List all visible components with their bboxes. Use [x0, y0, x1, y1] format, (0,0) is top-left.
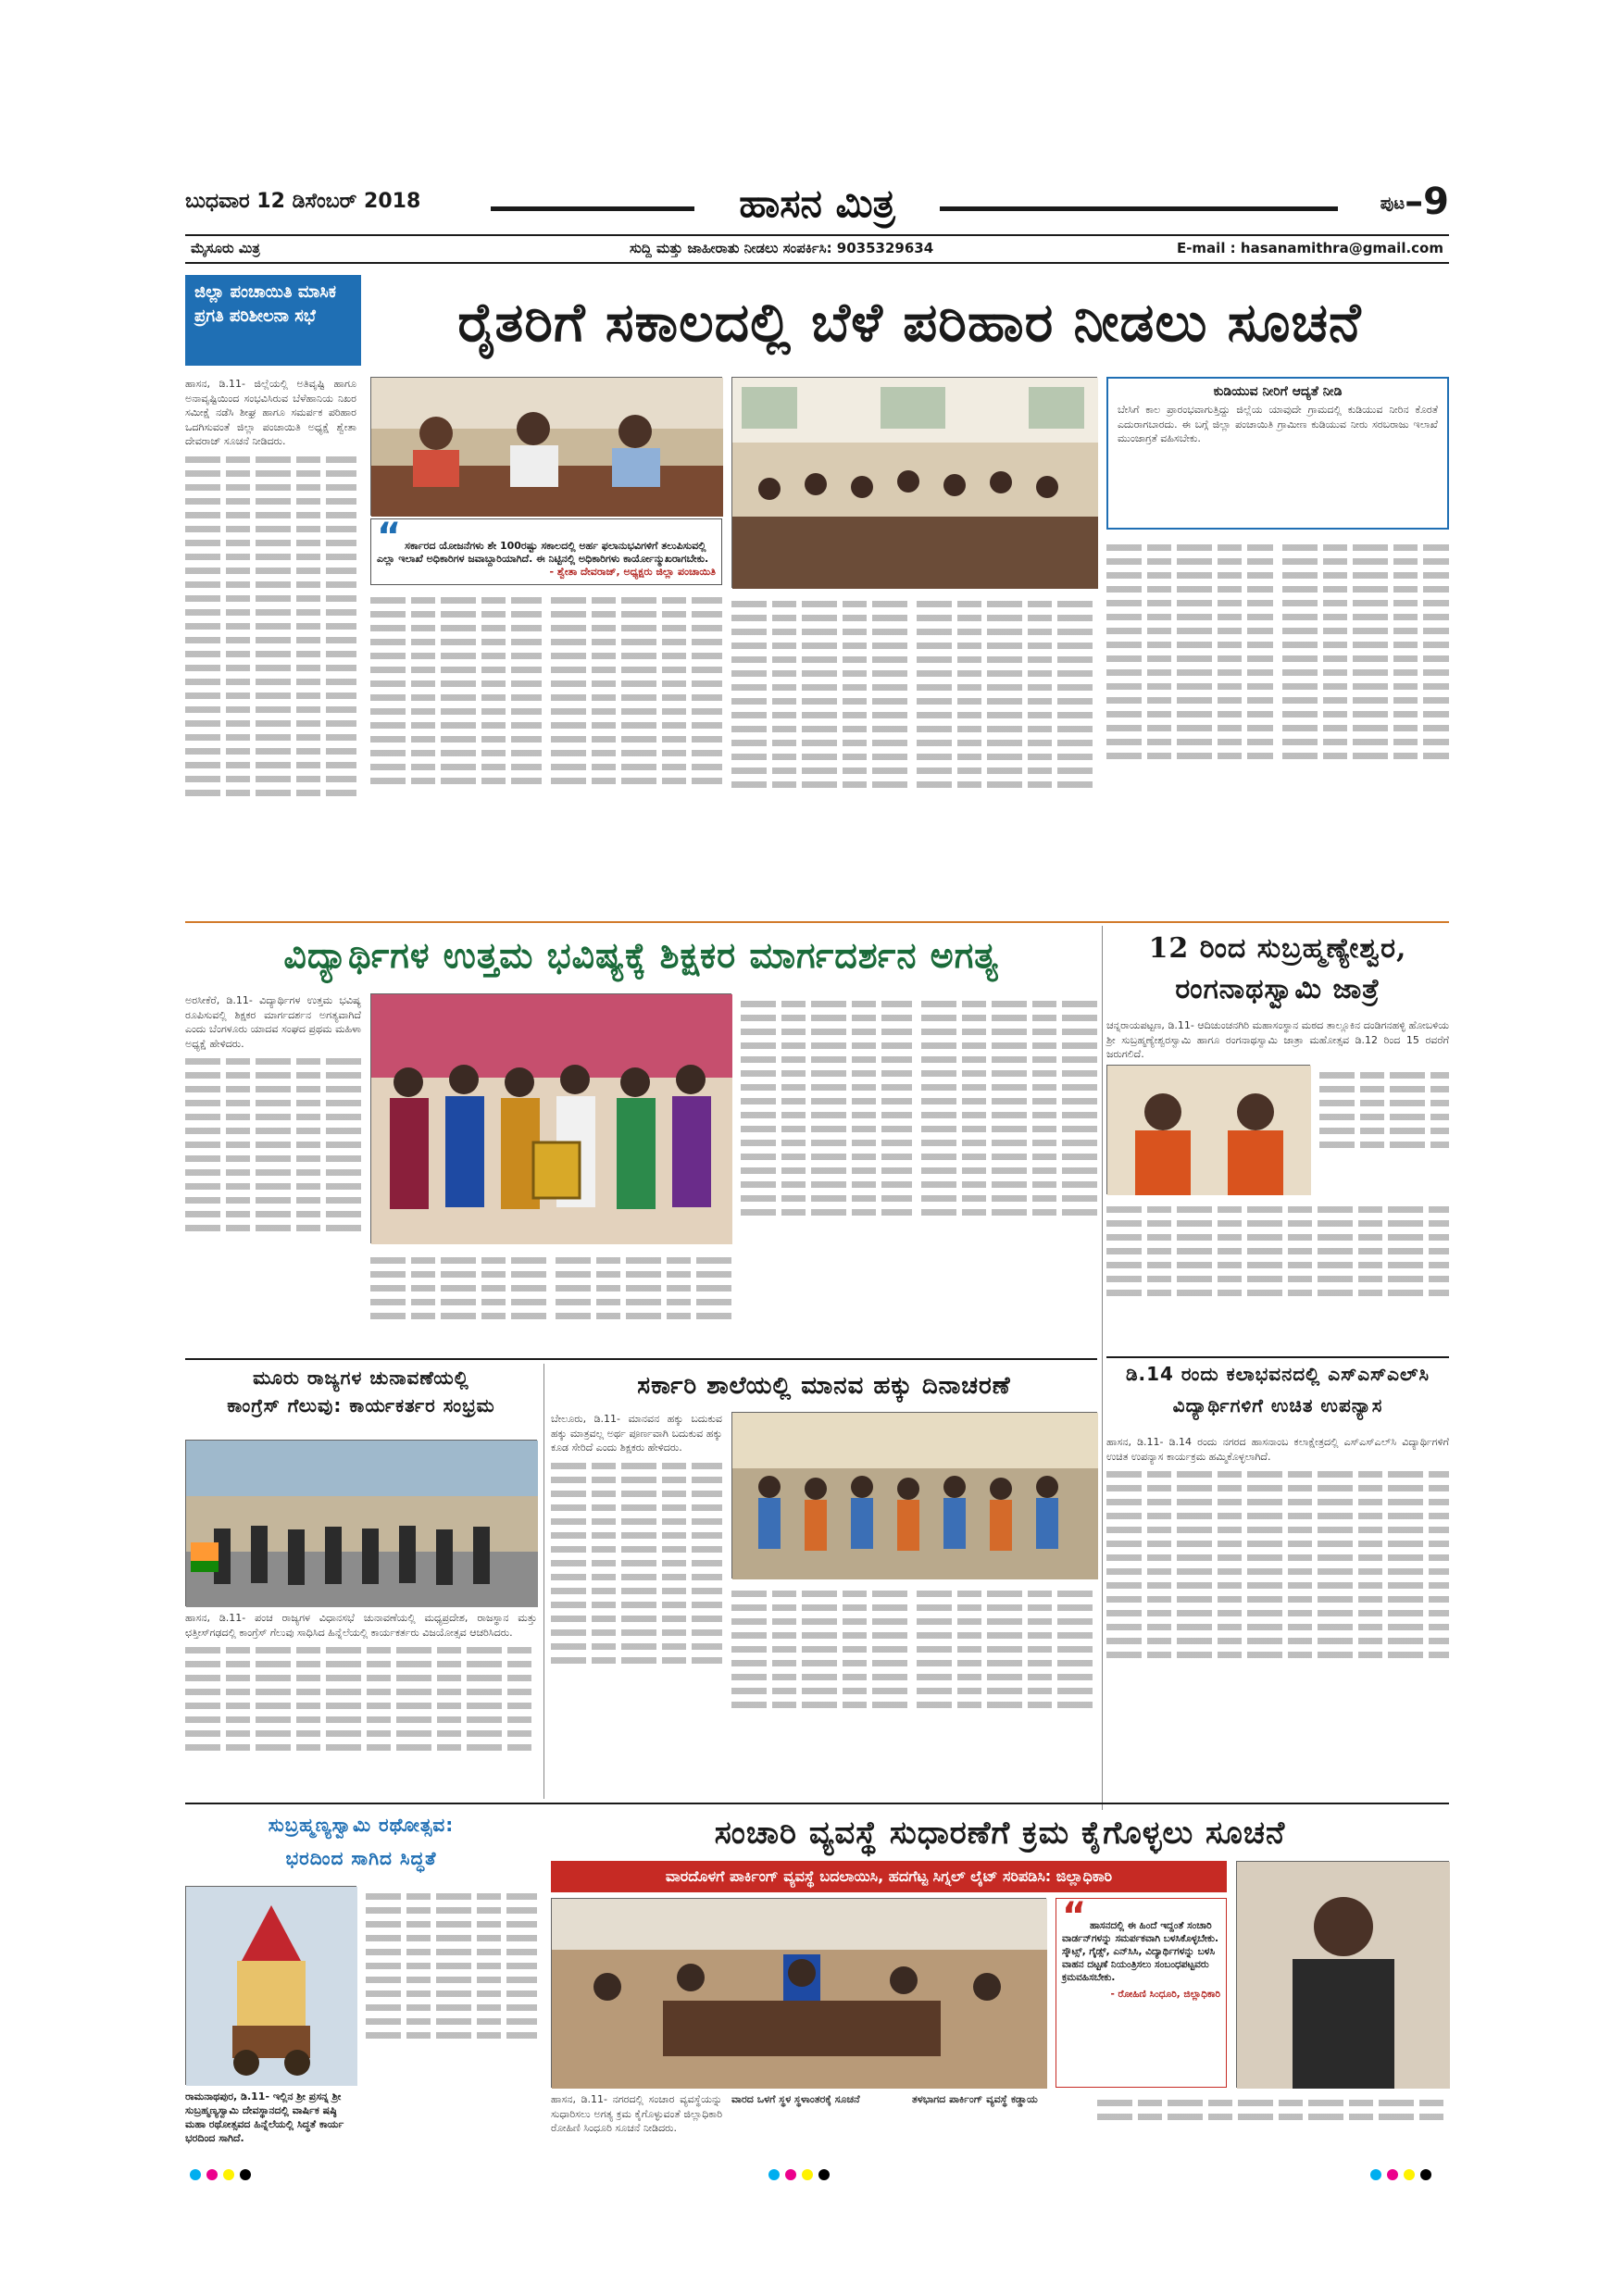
registration-dots-right	[1370, 2166, 1437, 2184]
column-divider-mid	[543, 1364, 544, 1799]
story1-quote: ಸರ್ಕಾರದ ಯೋಜನೆಗಳು ಶೇ 100ರಷ್ಟು ಸಕಾಲದಲ್ಲಿ ಅರ್ಹ ಫಲಾನುಭವಿಗಳಿಗೆ ತಲುಪಿಸುವಲ್ಲಿ ಎಲ್ಲಾ ಇಲಾಖೆ ಅಧಿಕಾರಿಗಳ ಜವಾಬ್ದಾರಿಯಾಗಿದೆ. ಈ ನಿಟ್ಟಿನಲ್ಲಿ ಅಧಿಕಾರಿಗಳು ಕಾರ್ಯೋನ್ಮುಖರಾಗಬೇಕು.	[377, 540, 709, 565]
story4-text	[185, 1611, 537, 1796]
story3-photo-art	[1107, 1066, 1311, 1195]
story4-headline-line1: ಮೂರು ರಾಜ್ಯಗಳ ಚುನಾವಣೆಯಲ್ಲಿ	[253, 1366, 469, 1389]
story1-column-1	[185, 377, 356, 918]
story5-lead: ಬೇಲೂರು, ಡಿ.11- ಮಾನವನ ಹಕ್ಕು ಬದುಕುವ ಹಕ್ಕು ಮಾತ್ರವಲ್ಲ ಅರ್ಥ ಪೂರ್ಣವಾಗಿ ಬದುಕುವ ಹಕ್ಕು ಕೂಡ ಸೇರಿದೆ ಎಂದು ಶಿಕ್ಷಕರು ಹೇಳಿದರು.	[551, 1413, 722, 1454]
story1-column-7	[1282, 537, 1449, 917]
masthead-rule-right	[940, 206, 1338, 211]
story6-text	[1106, 1435, 1449, 1796]
story3-lead: ಚನ್ನರಾಯಪಟ್ಟಣ, ಡಿ.11- ಆದಿಚುಂಚನಗಿರಿ ಮಹಾಸಂಸ್ಥಾನ ಮಠದ ತಾಲ್ಲೂಕಿನ ದಂಡಿಗನಹಳ್ಳಿ ಹೋಬಳಿಯ ಶ್ರೀ ಸುಬ್ರಹ್ಮಣ್ಯೇಶ್ವರಸ್ವಾಮಿ ಹಾಗೂ ರಂಗನಾಥಸ್ವಾಮಿ ಜಾತ್ರಾ ಮಹೋತ್ಸವ ಡಿ.12 ರಿಂದ 15 ರವರೆಗೆ ಜರುಗಲಿದೆ.	[1106, 1019, 1449, 1060]
story2-column-1	[185, 993, 361, 1354]
story6-headline-line2: ವಿದ್ಯಾರ್ಥಿಗಳಿಗೆ ಉಚಿತ ಉಪನ್ಯಾಸ	[1172, 1394, 1383, 1416]
story8-lead: ಹಾಸನ, ಡಿ.11- ನಗರದಲ್ಲಿ ಸಂಚಾರ ವ್ಯವಸ್ಥೆಯನ್ನು ಸುಧಾರಿಸಲು ಅಗತ್ಯ ಕ್ರಮ ಕೈಗೊಳ್ಳುವಂತೆ ಜಿಲ್ಲಾಧಿಕಾರಿ ರೋಹಿಣಿ ಸಿಂಧೂರಿ ಸೂಚನೆ ನೀಡಿದರು.	[551, 2093, 722, 2134]
story1-quote-box	[370, 518, 722, 585]
story7-headline	[185, 1808, 537, 1880]
story2-headline: ವಿದ್ಯಾರ್ಥಿಗಳ ಉತ್ತಮ ಭವಿಷ್ಯಕ್ಕೆ ಶಿಕ್ಷಕರ ಮಾರ್ಗದರ್ಶನ ಅಗತ್ಯ	[283, 935, 999, 976]
story8-inline-heading-1: ವಾರದ ಒಳಗೆ ಸ್ಥಳ ಸ್ಥಳಾಂತರಕ್ಕೆ ಸೂಚನೆ	[731, 2093, 860, 2105]
chariot-art	[186, 1887, 357, 2086]
page-number-block: ಪುಟ–9	[1380, 181, 1449, 223]
story2-column-3	[556, 1250, 731, 1356]
story8-quote-attrib: - ರೋಹಿಣಿ ಸಿಂಧೂರಿ, ಜಿಲ್ಲಾಧಿಕಾರಿ	[1110, 1989, 1220, 2000]
side-box-text: ಬೇಸಿಗೆ ಕಾಲ ಪ್ರಾರಂಭವಾಗುತ್ತಿದ್ದು ಜಿಲ್ಲೆಯ ಯಾವುದೇ ಗ್ರಾಮದಲ್ಲಿ ಕುಡಿಯುವ ನೀರಿನ ಕೊರತೆ ಎದುರಾಗಬಾರದು. ಈ ಬಗ್ಗೆ ಜಿಲ್ಲಾ ಪಂಚಾಯಿತಿ ಗ್ರಾಮೀಣ ಕುಡಿಯುವ ನೀರು ಸರಬರಾಜು ಇಲಾಖೆ ಮುಂಜಾಗ್ರತೆ ವಹಿಸಬೇಕು.	[1118, 404, 1438, 444]
story7-caption: ರಾಮನಾಥಪುರ, ಡಿ.11- ಇಲ್ಲಿನ ಶ್ರೀ ಪ್ರಸನ್ನ ಶ್ರೀ ಸುಬ್ರಹ್ಮಣ್ಯಸ್ವಾಮಿ ದೇವಸ್ಥಾನದಲ್ಲಿ ವಾರ್ಷಿಕ ಷಷ್ಠಿ ಮಹಾ ರಥೋತ್ಸವದ ಹಿನ್ನೆಲೆಯಲ್ಲಿ ಸಿದ್ಧತೆ ಕಾರ್ಯ ಭರದಿಂದ ಸಾಗಿದೆ.	[185, 2090, 344, 2144]
story2-lead: ಅರಸೀಕೆರೆ, ಡಿ.11- ವಿದ್ಯಾರ್ಥಿಗಳ ಉತ್ತಮ ಭವಿಷ್ಯ ರೂಪಿಸುವಲ್ಲಿ ಶಿಕ್ಷಕರ ಮಾರ್ಗದರ್ಶನ ಅಗತ್ಯವಾಗಿದೆ ಎಂದು ಬೆಂಗಳೂರು ಯಾದವ ಸಂಘದ ಪ್ರಥಮ ಮಹಿಳಾ ಅಧ್ಯಕ್ಷೆ ಹೇಳಿದರು.	[185, 994, 361, 1050]
story3-headline-line2: ರಂಗನಾಥಸ್ವಾಮಿ ಜಾತ್ರೆ	[1175, 973, 1380, 1005]
story1-photo-meeting	[370, 377, 722, 516]
story1-column-4	[731, 593, 907, 914]
section-divider-3	[185, 1803, 1449, 1804]
masthead-rule-left	[491, 206, 694, 211]
story1-column-3	[551, 590, 722, 914]
story8-column-end	[1097, 2092, 1449, 2125]
officer-art	[1237, 1862, 1450, 2089]
section-label: ಮೈಸೂರು ಮಿತ್ರ	[191, 240, 260, 256]
paper-name: ಹಾಸನ ಮಿತ್ರ	[739, 181, 895, 226]
story2-column-4	[741, 993, 912, 1354]
page-label: ಪುಟ	[1380, 193, 1405, 214]
story8-photo-art	[552, 1899, 1047, 2089]
subheader-bar	[185, 234, 1449, 264]
story1-photo-art	[371, 378, 723, 517]
section-divider-1	[185, 921, 1449, 923]
story5-photo-art	[732, 1413, 1098, 1579]
story2-column-2	[370, 1250, 546, 1356]
drinking-water-box	[1106, 377, 1449, 530]
email-line: E-mail : hasanamithra@gmail.com	[1176, 240, 1443, 256]
side-box-title: ಕುಡಿಯುವ ನೀರಿಗೆ ಆದ್ಯತೆ ನೀಡಿ	[1213, 384, 1343, 399]
section-divider-2	[185, 1358, 1097, 1360]
story3-headline-line1: 12 ರಿಂದ ಸುಬ್ರಹ್ಮಣ್ಯೇಶ್ವರ,	[1148, 932, 1407, 965]
story1-hall-art	[732, 378, 1098, 589]
story7-headline-line1: ಸುಬ್ರಹ್ಮಣ್ಯಸ್ವಾಮಿ ರಥೋತ್ಸವ:	[268, 1814, 455, 1836]
issue-date: ಬುಧವಾರ 12 ಡಿಸೆಂಬರ್ 2018	[185, 190, 421, 213]
story2-photo-art	[371, 994, 732, 1244]
story6-headline	[1106, 1356, 1449, 1430]
story7-headline-line2: ಭರದಿಂದ ಸಾಗಿದ ಸಿದ್ಧತೆ	[285, 1847, 437, 1869]
story1-lead: ಹಾಸನ, ಡಿ.11- ಜಿಲ್ಲೆಯಲ್ಲಿ ಅತಿವೃಷ್ಟಿ ಹಾಗೂ ಅನಾವೃಷ್ಟಿಯಿಂದ ಸಂಭವಿಸಿರುವ ಬೆಳೆಹಾನಿಯ ನಿಖರ ಸಮೀಕ್ಷೆ ನಡೆಸಿ ಶೀಘ್ರ ಹಾಗೂ ಸಮರ್ಪಕ ಪರಿಹಾರ ಒದಗಿಸುವಂತೆ ಜಿಲ್ಲಾ ಪಂಚಾಯಿತಿ ಅಧ್ಯಕ್ಷೆ ಶ್ವೇತಾ ದೇವರಾಜ್ ಸೂಚನೆ ನೀಡಿದರು.	[185, 378, 356, 447]
story2-photo	[370, 993, 731, 1243]
story4-lead: ಹಾಸನ, ಡಿ.11- ಪಂಚ ರಾಜ್ಯಗಳ ವಿಧಾನಸಭೆ ಚುನಾವಣೆಯಲ್ಲಿ ಮಧ್ಯಪ್ರದೇಶ, ರಾಜಸ್ಥಾನ ಮತ್ತು ಛತ್ತೀಸ್‌ಗಢದಲ್ಲಿ ಕಾಂಗ್ರೆಸ್ ಗೆಲುವು ಸಾಧಿಸಿದ ಹಿನ್ನೆಲೆಯಲ್ಲಿ ಕಾರ್ಯಕರ್ತರು ವಿಜಯೋತ್ಸವ ಆಚರಿಸಿದರು.	[185, 1612, 537, 1639]
story5-photo	[731, 1412, 1097, 1578]
story6-lead: ಹಾಸನ, ಡಿ.11- ಡಿ.14 ರಂದು ನಗರದ ಹಾಸನಾಂಬ ಕಲಾಕ್ಷೇತ್ರದಲ್ಲಿ ಎಸ್‌ಎಸ್‌ಎಲ್‌ಸಿ ವಿದ್ಯಾರ್ಥಿಗಳಿಗೆ ಉಚಿತ ಉಪನ್ಯಾಸ ಕಾರ್ಯಕ್ರಮ ಹಮ್ಮಿಕೊಳ್ಳಲಾಗಿದೆ.	[1106, 1436, 1449, 1463]
story1-quote-attrib: - ಶ್ವೇತಾ ದೇವರಾಜ್, ಅಧ್ಯಕ್ಷರು ಜಿಲ್ಲಾ ಪಂಚಾಯಿತಿ	[549, 566, 716, 578]
story3-headline	[1106, 929, 1449, 1012]
story5-column-1	[551, 1412, 722, 1796]
story6-headline-line1: ಡಿ.14 ರಂದು ಕಲಾಭವನದಲ್ಲಿ ಎಸ್‌ಎಸ್‌ಎಲ್‌ಸಿ	[1125, 1363, 1430, 1385]
story5-column-3	[917, 1583, 1097, 1796]
story8-quote-box	[1056, 1895, 1227, 2088]
story7-column-1	[366, 1886, 537, 2127]
story3-column-1	[1319, 1065, 1449, 1194]
story1-column-2	[370, 590, 542, 914]
registration-dots-center	[768, 2166, 835, 2184]
story8-quote-mark-icon: “	[1062, 1895, 1087, 1938]
story3-column-2	[1106, 1199, 1449, 1352]
quote-mark-icon: “	[377, 516, 402, 558]
story4-photo	[185, 1440, 537, 1606]
contact-line: ಸುದ್ದಿ ಮತ್ತು ಜಾಹೀರಾತು ನೀಡಲು ಸಂಪರ್ಕಿಸಿ: 9035329634	[630, 240, 934, 256]
story4-photo-art	[186, 1441, 538, 1607]
story8-photo	[551, 1898, 1046, 2088]
story8-subhead: ವಾರದೊಳಗೆ ಪಾರ್ಕಿಂಗ್ ವ್ಯವಸ್ಥೆ ಬದಲಾಯಿಸಿ, ಹದಗೆಟ್ಟ ಸಿಗ್ನಲ್ ಲೈಟ್ ಸರಿಪಡಿಸಿ: ಜಿಲ್ಲಾಧಿಕಾರಿ	[551, 1861, 1227, 1892]
column-divider-right	[1102, 926, 1103, 1810]
story5-column-2	[731, 1583, 907, 1796]
story7-photo-chariot	[185, 1886, 356, 2085]
story1-photo-hall	[731, 377, 1097, 588]
newspaper-page	[185, 181, 1449, 2144]
story8-inline-heading-2: ತಳಭಾಗದ ಪಾರ್ಕಿಂಗ್ ವ್ಯವಸ್ಥೆ ಕಡ್ಡಾಯ	[912, 2093, 1038, 2105]
story3-photo	[1106, 1065, 1310, 1194]
story1-tag: ಜಿಲ್ಲಾ ಪಂಚಾಯಿತಿ ಮಾಸಿಕ ಪ್ರಗತಿ ಪರಿಶೀಲನಾ ಸಭೆ	[185, 275, 361, 366]
story1-column-6	[1106, 537, 1273, 917]
story8-photo-officer	[1236, 1861, 1449, 2088]
registration-dots-left	[190, 2166, 256, 2184]
story4-headline-line2: ಕಾಂಗ್ರೆಸ್ ಗೆಲುವು: ಕಾರ್ಯಕರ್ತರ ಸಂಭ್ರಮ	[227, 1394, 495, 1416]
story4-headline	[185, 1364, 537, 1438]
story5-headline: ಸರ್ಕಾರಿ ಶಾಲೆಯಲ್ಲಿ ಮಾನವ ಹಕ್ಕು ದಿನಾಚರಣೆ	[637, 1372, 1011, 1400]
story1-headline: ರೈತರಿಗೆ ಸಕಾಲದಲ್ಲಿ ಬೆಳೆ ಪರಿಹಾರ ನೀಡಲು ಸೂಚನೆ	[457, 291, 1362, 354]
story2-column-5	[921, 993, 1097, 1354]
story8-quote: ಹಾಸನದಲ್ಲಿ ಈ ಹಿಂದೆ ಇದ್ದಂತೆ ಸಂಚಾರಿ ವಾರ್ಡನ್‌ಗಳನ್ನು ಸಮರ್ಪಕವಾಗಿ ಬಳಸಿಕೊಳ್ಳಬೇಕು. ಸ್ಕೌಟ್ಸ್, ಗೈಡ್ಸ್, ಎನ್‌ಸಿಸಿ, ವಿದ್ಯಾರ್ಥಿಗಳನ್ನು ಬಳಸಿ ವಾಹನ ದಟ್ಟಣೆ ನಿಯಂತ್ರಿಸಲು ಸಂಬಂಧಪಟ್ಟವರು ಕ್ರಮವಹಿಸಬೇಕು.	[1062, 1920, 1219, 1983]
story8-headline: ಸಂಚಾರಿ ವ್ಯವಸ್ಥೆ ಸುಧಾರಣೆಗೆ ಕ್ರಮ ಕೈಗೊಳ್ಳಲು ಸೂಚನೆ	[714, 1815, 1286, 1852]
page-number: 9	[1423, 181, 1449, 223]
story1-column-5	[917, 593, 1097, 914]
